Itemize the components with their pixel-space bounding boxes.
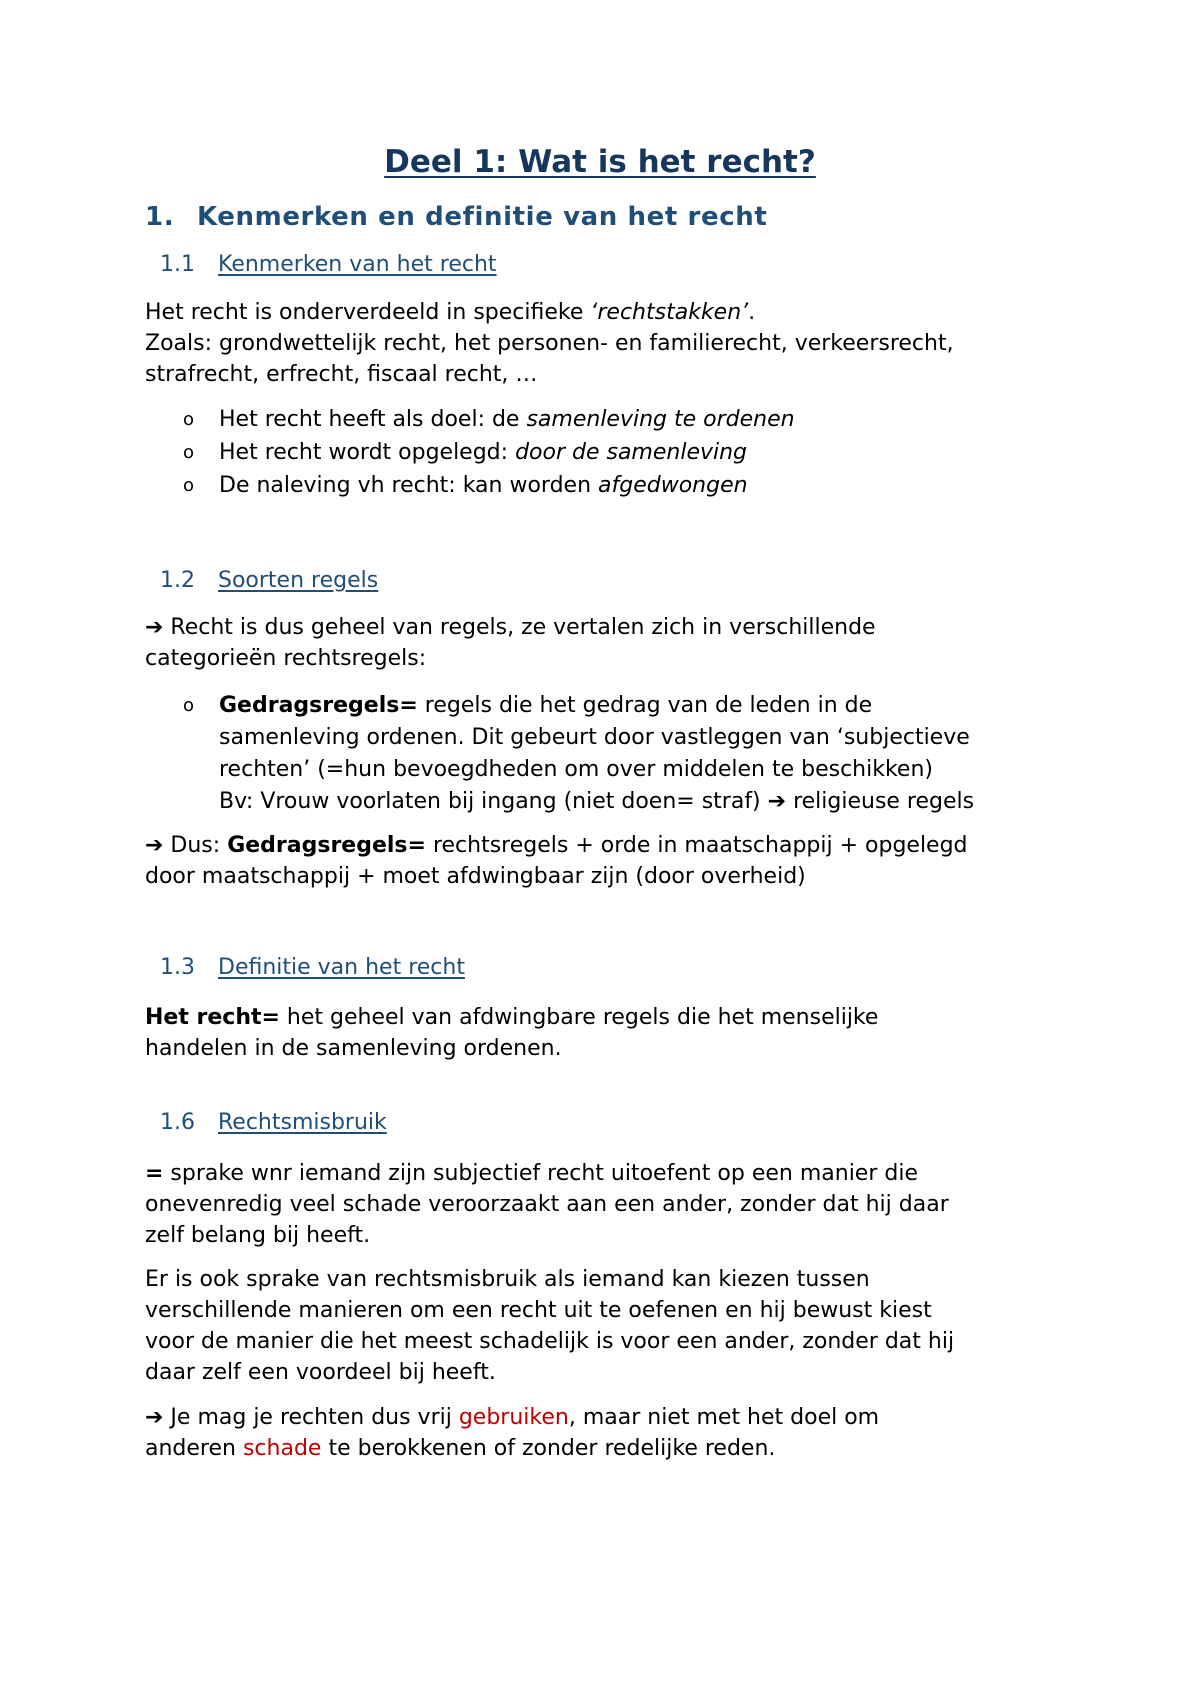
paragraph-rechtstakken (145, 297, 954, 390)
subsection-title: Soorten regels (218, 568, 379, 593)
bullet-marker: o (183, 442, 195, 463)
subsection-heading-1-3 (160, 955, 465, 980)
text-run: Het recht is onderverdeeld in specifieke (145, 300, 591, 325)
emphasis-red: schade (242, 1436, 322, 1461)
bullet-marker: o (183, 695, 195, 716)
text-line: Zoals: grondwettelijk recht, het personen- en familierecht, verkeersrecht, (145, 331, 954, 356)
subsection-heading-1-6 (160, 1110, 387, 1135)
subsection-title: Kenmerken van het recht (218, 252, 497, 277)
section-number: 1. (145, 202, 175, 232)
subsection-number: 1.2 (160, 568, 195, 593)
paragraph-recht-regels (145, 612, 876, 674)
list-item-text: Het recht heeft als doel: de samenleving te ordenen (219, 407, 795, 432)
list-item-text: Gedragsregels= regels die het gedrag van de leden in de samenleving ordenen. Dit gebeurt door vastleggen van ‘subjectieve rechten’ (=hun bevoegdheden om over middelen te beschikken) Bv: Vrouw voorlaten bij ingang (niet doen= straf) ➔ religieuse regels (219, 693, 975, 814)
subsection-title: Definitie van het recht (218, 955, 465, 980)
subsection-title: Rechtsmisbruik (218, 1110, 387, 1135)
bullet-marker: o (183, 475, 195, 496)
list-item-text: De naleving vh recht: kan worden afgedwongen (219, 473, 748, 498)
section-title: Kenmerken en definitie van het recht (197, 202, 768, 232)
text-line: categorieën rechtsregels: (145, 646, 427, 671)
paragraph-definitie: Het recht= het geheel van afdwingbare regels die het menselijke handelen in de samenleving ordenen. (145, 1005, 879, 1061)
paragraph-rechtsmisbruik-kiezen: Er is ook sprake van rechtsmisbruik als iemand kan kiezen tussen verschillende manieren om een recht uit te oefenen en hij bewust kiest voor de manier die het meest schadelijk is voor een ander, zonder dat hij daar zelf een voordeel bij heeft. (145, 1267, 955, 1385)
subsection-number: 1.3 (160, 955, 195, 980)
text-run: . (748, 300, 756, 325)
paragraph-rechtsmisbruik-definitie: = sprake wnr iemand zijn subjectief recht uitoefent op een manier die onevenredig veel schade veroorzaakt aan een ander, zonder dat hij daar zelf belang bij heeft. (145, 1161, 949, 1248)
subsection-number: 1.6 (160, 1110, 195, 1135)
subsection-heading-1-1 (160, 252, 497, 277)
list-item-text: Het recht wordt opgelegd: door de samenleving (219, 440, 748, 465)
paragraph-conclusie: ➔ Je mag je rechten dus vrij gebruiken, maar niet met het doel om anderen schade te berokkenen of zonder redelijke reden. (145, 1405, 880, 1461)
bullet-marker: o (183, 409, 195, 430)
subsection-heading-1-2 (160, 568, 378, 593)
paragraph-dus-gedragsregels: ➔ Dus: Gedragsregels= rechtsregels + orde in maatschappij + opgelegd door maatschappij + moet afdwingbaar zijn (door overheid) (145, 833, 968, 889)
document-title: Deel 1: Wat is het recht? (384, 144, 816, 180)
italic-run: ‘rechtstakken’ (590, 300, 749, 325)
text-line: strafrecht, erfrecht, fiscaal recht, … (145, 362, 538, 387)
subsection-number: 1.1 (160, 252, 195, 277)
text-line: ➔ Recht is dus geheel van regels, ze vertalen zich in verschillende (145, 615, 876, 640)
emphasis-red: gebruiken (458, 1405, 569, 1430)
section-heading-1 (145, 202, 767, 232)
